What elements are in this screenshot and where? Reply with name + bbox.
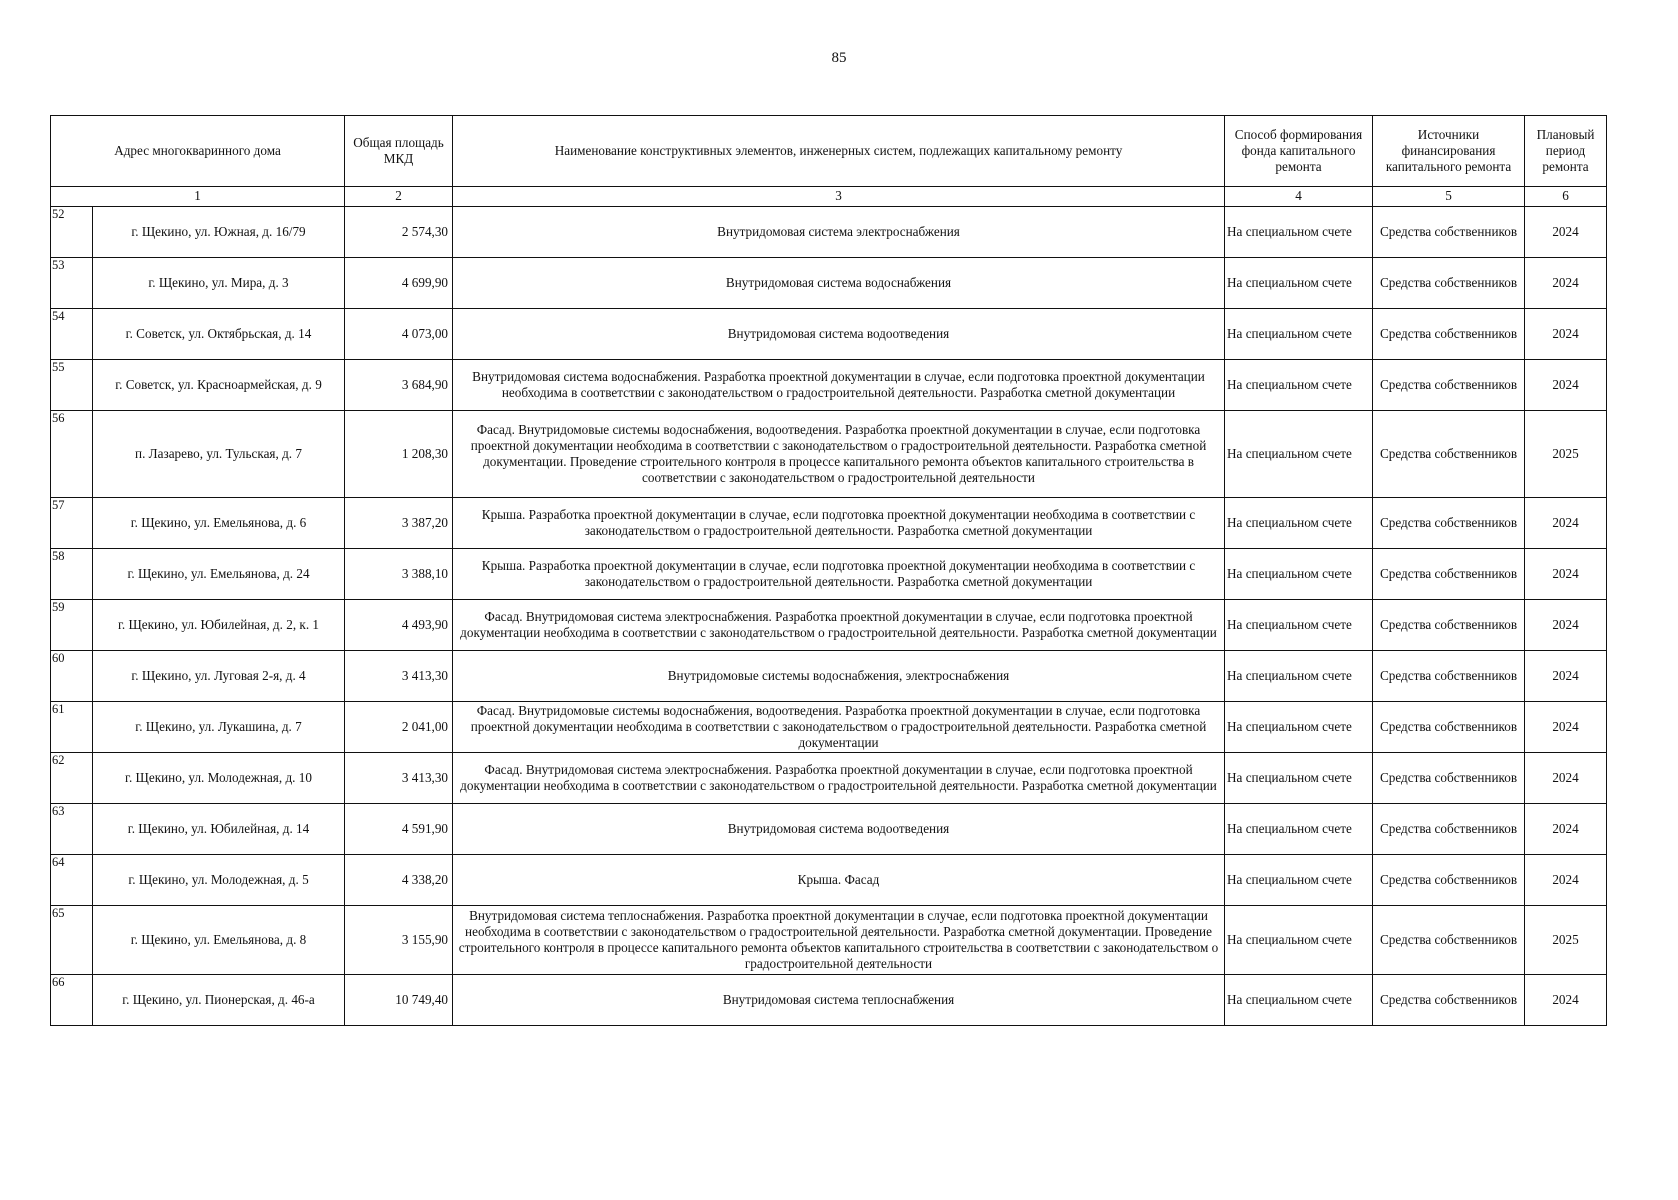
row-number: 62: [51, 753, 93, 804]
row-elements: Внутридомовая система водоснабжения. Разработка проектной документации в случае, если подготовка проектной документации необходима в соответствии с законодательством о градостроительной деятельности. Разработка сметной документации: [453, 360, 1225, 411]
table-row: [51, 855, 1607, 906]
row-address: г. Щекино, ул. Юбилейная, д. 14: [93, 804, 345, 855]
header-sources: Источники финансирования капитального ремонта: [1373, 116, 1525, 187]
row-area: 3 413,30: [345, 651, 453, 702]
row-number: 52: [51, 207, 93, 258]
row-address: г. Щекино, ул. Юбилейная, д. 2, к. 1: [93, 600, 345, 651]
row-address: г. Щекино, ул. Молодежная, д. 5: [93, 855, 345, 906]
row-method: На специальном счете: [1225, 207, 1373, 258]
row-period: 2024: [1525, 498, 1607, 549]
row-source: Средства собственников: [1373, 360, 1525, 411]
row-method: На специальном счете: [1225, 906, 1373, 975]
header-method: Способ формирования фонда капитального ремонта: [1225, 116, 1373, 187]
row-number: 64: [51, 855, 93, 906]
row-elements: Фасад. Внутридомовая система электроснабжения. Разработка проектной документации в случае, если подготовка проектной документации необходима в соответствии с законодательством о градостроительной деятельности. Разработка сметной документации: [453, 753, 1225, 804]
row-elements: Фасад. Внутридомовая система электроснабжения. Разработка проектной документации в случае, если подготовка проектной документации необходима в соответствии с законодательством о градостроительной деятельности. Разработка сметной документации: [453, 600, 1225, 651]
row-number: 58: [51, 549, 93, 600]
row-period: 2024: [1525, 855, 1607, 906]
row-period: 2024: [1525, 753, 1607, 804]
table-row: [51, 702, 1607, 753]
row-number: 63: [51, 804, 93, 855]
row-number: 56: [51, 411, 93, 498]
row-method: На специальном счете: [1225, 753, 1373, 804]
table-row: [51, 207, 1607, 258]
row-area: 3 155,90: [345, 906, 453, 975]
row-address: г. Щекино, ул. Емельянова, д. 6: [93, 498, 345, 549]
column-number: 6: [1525, 187, 1607, 207]
row-method: На специальном счете: [1225, 975, 1373, 1026]
row-method: На специальном счете: [1225, 411, 1373, 498]
row-area: 3 387,20: [345, 498, 453, 549]
header-elements: Наименование конструктивных элементов, инженерных систем, подлежащих капитальному ремонту: [453, 116, 1225, 187]
row-area: 3 388,10: [345, 549, 453, 600]
header-address: Адрес многокваринного дома: [51, 116, 345, 187]
row-elements: Крыша. Разработка проектной документации в случае, если подготовка проектной документации необходима в соответствии с законодательством о градостроительной деятельности. Разработка сметной документации: [453, 549, 1225, 600]
table-row: [51, 975, 1607, 1026]
table-row: [51, 651, 1607, 702]
column-number: 3: [453, 187, 1225, 207]
table-row: [51, 804, 1607, 855]
row-elements: Внутридомовая система водоснабжения: [453, 258, 1225, 309]
row-elements: Крыша. Фасад: [453, 855, 1225, 906]
row-period: 2024: [1525, 207, 1607, 258]
row-period: 2024: [1525, 651, 1607, 702]
row-area: 10 749,40: [345, 975, 453, 1026]
row-area: 3 413,30: [345, 753, 453, 804]
row-elements: Внутридомовая система теплоснабжения: [453, 975, 1225, 1026]
row-period: 2024: [1525, 360, 1607, 411]
row-period: 2024: [1525, 804, 1607, 855]
header-area: Общая площадь МКД: [345, 116, 453, 187]
column-number: 5: [1373, 187, 1525, 207]
row-address: г. Советск, ул. Октябрьская, д. 14: [93, 309, 345, 360]
row-number: 65: [51, 906, 93, 975]
row-elements: Фасад. Внутридомовые системы водоснабжения, водоотведения. Разработка проектной документации в случае, если подготовка проектной документации необходима в соответствии с законодательством о градостроительной деятельности. Разработка сметной документации. Проведение строительного контроля в процессе капитального ремонта объектов капитального строительства в соответствии с законодательством о градостроительной деятельности: [453, 411, 1225, 498]
row-source: Средства собственников: [1373, 498, 1525, 549]
column-number: 1: [51, 187, 345, 207]
row-source: Средства собственников: [1373, 975, 1525, 1026]
table-row: [51, 600, 1607, 651]
row-source: Средства собственников: [1373, 855, 1525, 906]
row-period: 2024: [1525, 309, 1607, 360]
row-area: 2 041,00: [345, 702, 453, 753]
row-period: 2025: [1525, 411, 1607, 498]
row-source: Средства собственников: [1373, 651, 1525, 702]
row-method: На специальном счете: [1225, 855, 1373, 906]
row-method: На специальном счете: [1225, 804, 1373, 855]
row-method: На специальном счете: [1225, 258, 1373, 309]
column-number-row: [51, 187, 1607, 207]
row-elements: Внутридомовые системы водоснабжения, электроснабжения: [453, 651, 1225, 702]
row-address: г. Щекино, ул. Мира, д. 3: [93, 258, 345, 309]
row-elements: Внутридомовая система электроснабжения: [453, 207, 1225, 258]
table-row: [51, 411, 1607, 498]
table-row: [51, 498, 1607, 549]
row-area: 4 493,90: [345, 600, 453, 651]
row-source: Средства собственников: [1373, 906, 1525, 975]
row-area: 4 591,90: [345, 804, 453, 855]
row-area: 4 073,00: [345, 309, 453, 360]
row-area: 4 338,20: [345, 855, 453, 906]
row-address: г. Щекино, ул. Пионерская, д. 46-а: [93, 975, 345, 1026]
row-source: Средства собственников: [1373, 753, 1525, 804]
row-method: На специальном счете: [1225, 651, 1373, 702]
row-number: 61: [51, 702, 93, 753]
row-address: г. Щекино, ул. Емельянова, д. 8: [93, 906, 345, 975]
table-row: [51, 906, 1607, 975]
row-address: г. Щекино, ул. Южная, д. 16/79: [93, 207, 345, 258]
header-row: [51, 116, 1607, 187]
row-area: 3 684,90: [345, 360, 453, 411]
row-method: На специальном счете: [1225, 360, 1373, 411]
row-method: На специальном счете: [1225, 702, 1373, 753]
row-number: 55: [51, 360, 93, 411]
table-row: [51, 309, 1607, 360]
row-elements: Фасад. Внутридомовые системы водоснабжения, водоотведения. Разработка проектной документации в случае, если подготовка проектной документации необходима в соответствии с законодательством о градостроительной деятельности. Разработка сметной документации: [453, 702, 1225, 753]
row-area: 2 574,30: [345, 207, 453, 258]
row-address: г. Щекино, ул. Емельянова, д. 24: [93, 549, 345, 600]
row-source: Средства собственников: [1373, 411, 1525, 498]
row-source: Средства собственников: [1373, 258, 1525, 309]
row-method: На специальном счете: [1225, 309, 1373, 360]
row-number: 54: [51, 309, 93, 360]
table-row: [51, 360, 1607, 411]
row-address: г. Щекино, ул. Молодежная, д. 10: [93, 753, 345, 804]
row-number: 53: [51, 258, 93, 309]
row-source: Средства собственников: [1373, 702, 1525, 753]
column-number: 4: [1225, 187, 1373, 207]
row-period: 2024: [1525, 600, 1607, 651]
row-address: г. Советск, ул. Красноармейская, д. 9: [93, 360, 345, 411]
row-number: 59: [51, 600, 93, 651]
capital-repair-table: [50, 115, 1607, 1026]
row-area: 1 208,30: [345, 411, 453, 498]
row-elements: Внутридомовая система водоотведения: [453, 804, 1225, 855]
row-period: 2024: [1525, 975, 1607, 1026]
row-period: 2025: [1525, 906, 1607, 975]
row-method: На специальном счете: [1225, 549, 1373, 600]
row-elements: Крыша. Разработка проектной документации в случае, если подготовка проектной документации необходима в соответствии с законодательством о градостроительной деятельности. Разработка сметной документации: [453, 498, 1225, 549]
table-row: [51, 753, 1607, 804]
header-period: Плановый период ремонта: [1525, 116, 1607, 187]
row-source: Средства собственников: [1373, 309, 1525, 360]
row-period: 2024: [1525, 702, 1607, 753]
row-period: 2024: [1525, 549, 1607, 600]
row-source: Средства собственников: [1373, 207, 1525, 258]
row-address: п. Лазарево, ул. Тульская, д. 7: [93, 411, 345, 498]
row-address: г. Щекино, ул. Лукашина, д. 7: [93, 702, 345, 753]
row-source: Средства собственников: [1373, 549, 1525, 600]
row-number: 60: [51, 651, 93, 702]
row-source: Средства собственников: [1373, 600, 1525, 651]
row-number: 57: [51, 498, 93, 549]
table-row: [51, 549, 1607, 600]
row-elements: Внутридомовая система водоотведения: [453, 309, 1225, 360]
page-number: 85: [831, 50, 847, 66]
column-number: 2: [345, 187, 453, 207]
row-period: 2024: [1525, 258, 1607, 309]
row-method: На специальном счете: [1225, 498, 1373, 549]
row-source: Средства собственников: [1373, 804, 1525, 855]
row-method: На специальном счете: [1225, 600, 1373, 651]
table-row: [51, 258, 1607, 309]
row-number: 66: [51, 975, 93, 1026]
row-area: 4 699,90: [345, 258, 453, 309]
row-elements: Внутридомовая система теплоснабжения. Разработка проектной документации в случае, если подготовка проектной документации необходима в соответствии с законодательством о градостроительной деятельности. Разработка сметной документации. Проведение строительного контроля в процессе капитального ремонта объектов капитального строительства в соответствии с законодательством о градостроительной деятельности: [453, 906, 1225, 975]
row-address: г. Щекино, ул. Луговая 2-я, д. 4: [93, 651, 345, 702]
